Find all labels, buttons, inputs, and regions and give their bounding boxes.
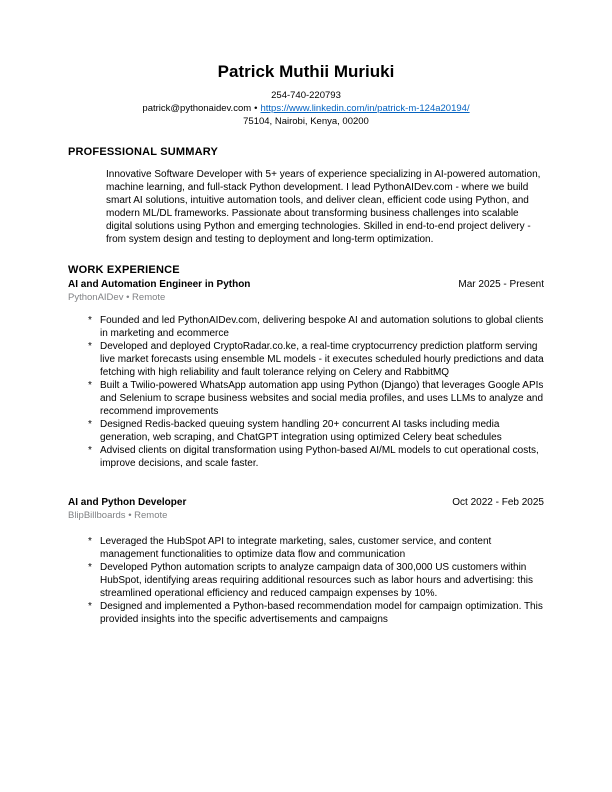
bullet-item [88, 600, 544, 626]
candidate-name: Patrick Muthii Muriuki [217, 62, 395, 81]
bullet-text: Built a Twilio-powered WhatsApp automation app using Python (Django) that leverages Google APIs and Selenium to scrape business websites and social media profiles, and uses LLMs to analyze and recommend improvements [100, 380, 544, 417]
section-title-professional-summary: PROFESSIONAL SUMMARY [68, 146, 219, 158]
job-entry-blipbillboards [68, 496, 544, 626]
section-work-experience [68, 264, 544, 626]
bullet-marker: * [88, 380, 92, 391]
bullet-item [88, 379, 544, 418]
bullet-item [88, 418, 544, 444]
bullet-text: Advised clients on digital transformation using Python-based AI/ML models to cut operational costs, improve decisions, and scale faster. [100, 445, 539, 469]
bullet-text: Designed Redis-backed queuing system handling 20+ concurrent AI tasks including media generation, web scraping, and ChatGPT integration using optimized Celery beat schedules [100, 419, 502, 443]
job-dates: Oct 2022 - Feb 2025 [452, 497, 544, 508]
bullet-item [88, 340, 544, 379]
section-professional-summary [68, 146, 544, 246]
bullet-marker: * [88, 315, 92, 326]
job-header [68, 496, 544, 509]
section-title-work-experience: WORK EXPERIENCE [68, 264, 180, 276]
bullet-text: Developed Python automation scripts to analyze campaign data of 300,000 US customers within HubSpot, identifying areas requiring additional resources such as labor hours and advertising: this streamlined operational efficiency and reduced campaign expenses by 10%. [100, 562, 534, 599]
job-bullet-list [68, 535, 544, 626]
job-entry-pythonaidev [68, 278, 544, 470]
contact-separator: • [254, 103, 258, 114]
bullet-marker: * [88, 419, 92, 430]
phone-number: 254-740-220793 [271, 90, 341, 101]
bullet-text: Developed and deployed CryptoRadar.co.ke, a real-time cryptocurrency prediction platform serving live market forecasts using ensemble ML models - it executes scheduled hourly predictions and data fetching with high reliability and fault tolerance relying on Celery and RabbitMQ [100, 341, 544, 378]
bullet-marker: * [88, 562, 92, 573]
bullet-text: Leveraged the HubSpot API to integrate marketing, sales, customer service, and content management functionalities to optimize data flow and communication [100, 536, 492, 560]
bullet-item [88, 535, 544, 561]
postal-address: 75104, Nairobi, Kenya, 00200 [243, 116, 369, 127]
job-dates: Mar 2025 - Present [458, 279, 544, 290]
job-title: AI and Python Developer [68, 497, 187, 508]
job-bullet-list [68, 314, 544, 470]
email-address: patrick@pythonaidev.com [142, 103, 252, 114]
email-linkedin-line [68, 102, 544, 115]
job-title: AI and Automation Engineer in Python [68, 279, 251, 290]
bullet-item [88, 444, 544, 470]
bullet-marker: * [88, 341, 92, 352]
bullet-marker: * [88, 601, 92, 612]
bullet-marker: * [88, 445, 92, 456]
bullet-text: Designed and implemented a Python-based recommendation model for campaign optimization. This provided insights into the specific advertisements and campaigns [100, 601, 543, 625]
summary-paragraph: Innovative Software Developer with 5+ years of experience specializing in AI-powered automation, machine learning, and full-stack Python development. I lead PythonAIDev.com - where we build smart AI solutions, intuitive automation tools, and deliver clean, efficient code using Python, and modern ML/DL frameworks. Passionate about transforming business challenges into scalable digital solutions using Python and emerging technologies. Skilled in end-to-end project delivery - from system design and testing to deployment and long-term optimization. [106, 169, 541, 245]
bullet-marker: * [88, 536, 92, 547]
resume-header [68, 62, 544, 128]
bullet-text: Founded and led PythonAIDev.com, delivering bespoke AI and automation solutions to global clients in marketing and ecommerce [100, 315, 544, 339]
bullet-item [88, 314, 544, 340]
job-company: PythonAIDev • Remote [68, 292, 166, 303]
linkedin-link[interactable]: https://www.linkedin.com/in/patrick-m-124a20194/ [260, 103, 470, 114]
job-header [68, 278, 544, 291]
job-company: BlipBillboards • Remote [68, 510, 168, 521]
bullet-item [88, 561, 544, 600]
